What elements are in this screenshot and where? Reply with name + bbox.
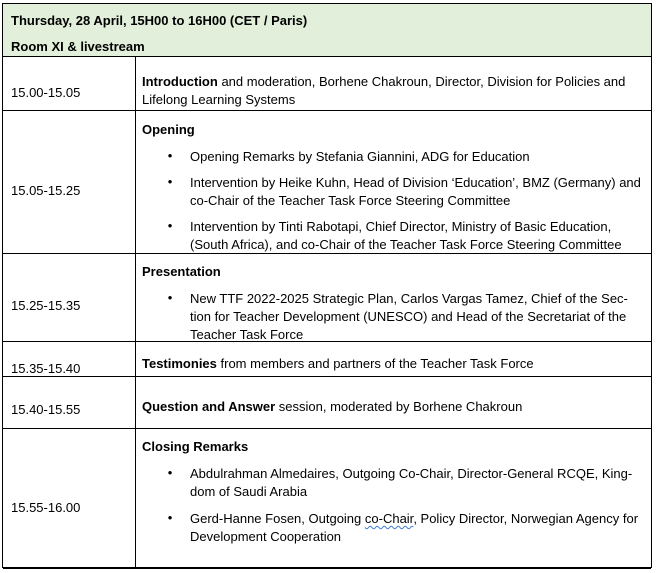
agenda-row-question-answer <box>3 377 651 429</box>
column-divider <box>135 56 136 567</box>
bullet-text: Intervention by Tinti Rabotapi, Chief Director, Ministry of Basic Education, (South Africa), and co-Chair of the Teacher Task Force Steering Committee <box>190 219 622 252</box>
time-cell: 15.55-16.00 <box>11 500 81 515</box>
bullet-text: Opening Remarks by Stefania Giannini, ADG for Education <box>190 149 530 164</box>
time-cell: 15.00-15.05 <box>11 85 81 100</box>
section-title: Presentation <box>142 264 221 279</box>
bullet-icon: • <box>167 174 173 189</box>
time-cell: 15.25-15.35 <box>11 298 81 313</box>
bullet-text: Abdulrahman Almedaires, Outgoing Co-Chair, Director-General RCQE, King-dom of Saudi Arabia <box>190 466 633 499</box>
item-title: Testimonies <box>142 356 217 371</box>
room-line: Room XI & livestream <box>11 39 145 54</box>
bullet-icon: • <box>167 465 173 480</box>
description-cell <box>142 73 641 109</box>
item-text: from members and partners of the Teacher Task Force <box>216 356 534 371</box>
bullet-icon: • <box>167 218 173 233</box>
description-cell <box>142 355 641 373</box>
section-title: Closing Remarks <box>142 439 249 454</box>
agenda-row-testimonies <box>3 342 651 377</box>
agenda-row-presentation <box>3 254 651 342</box>
item-title: Introduction <box>142 74 218 89</box>
time-cell: 15.05-15.25 <box>11 183 81 198</box>
item-text: session, moderated by Borhene Chakroun <box>275 399 523 414</box>
item-title: Question and Answer <box>142 399 276 414</box>
item-text: and moderation, Borhene Chakroun, Director, Division for Policies and Lifelong Learning Systems <box>142 74 626 107</box>
time-cell: 15.40-15.55 <box>11 402 81 417</box>
bullet-icon: • <box>167 148 173 163</box>
agenda-row-opening <box>3 111 651 254</box>
description-cell <box>142 398 641 416</box>
bullet-text: Intervention by Heike Kuhn, Head of Division ‘Education’, BMZ (Germany) and co-Chair of the Teacher Task Force Steering Committee <box>190 175 641 208</box>
bullet-text: New TTF 2022-2025 Strategic Plan, Carlos Vargas Tamez, Chief of the Sec-tion for Teacher Development (UNESCO) and Head of the Secretariat of the Teacher Task Force <box>190 291 628 342</box>
bullet-text: Gerd-Hanne Fosen, Outgoing co-Chair, Policy Director, Norwegian Agency for Development Cooperation <box>190 511 639 544</box>
agenda-row-introduction <box>3 56 651 111</box>
agenda-header <box>3 4 651 57</box>
date-line: Thursday, 28 April, 15H00 to 16H00 (CET / Paris) <box>11 13 308 28</box>
agenda-table <box>2 3 652 568</box>
spellcheck-underlined-word: co-Chair <box>364 511 414 526</box>
bullet-icon: • <box>167 510 173 525</box>
bullet-icon: • <box>167 290 173 305</box>
time-cell: 15.35-15.40 <box>11 361 81 376</box>
section-title: Opening <box>142 122 195 137</box>
agenda-row-closing <box>3 429 651 569</box>
